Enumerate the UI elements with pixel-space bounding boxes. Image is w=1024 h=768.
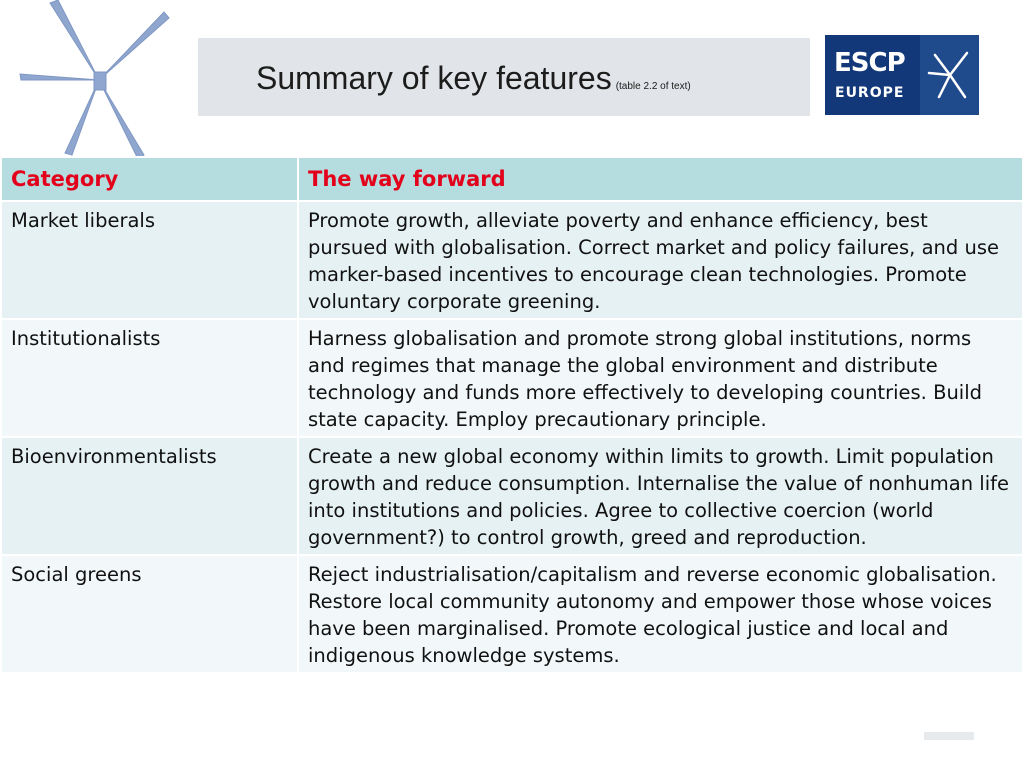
way-forward-cell: Harness globalisation and promote strong global institutions, norms and regimes that manage the global environment and distribute technology and funds more effectively to developing countries. Build state capacity. Employ precautionary principle. — [298, 319, 1023, 437]
features-table — [0, 156, 1024, 674]
slide-title — [256, 60, 691, 97]
logo-block — [825, 35, 920, 115]
table-row — [1, 555, 1023, 673]
star-logo-icon — [14, 0, 184, 160]
title-bar — [198, 38, 810, 116]
category-cell: Social greens — [1, 555, 298, 673]
logo-subword: EUROPE — [835, 85, 905, 101]
logo-star-icon — [925, 45, 975, 105]
way-forward-cell: Create a new global economy within limits to growth. Limit population growth and reduce consumption. Internalise the value of nonhuman life into institutions and policies. Agree to collective coercion (world government?) to control growth, greed and reproduction. — [298, 437, 1023, 555]
category-cell: Institutionalists — [1, 319, 298, 437]
slide-title-note: (table 2.2 of text) — [615, 81, 691, 92]
table-row — [1, 201, 1023, 319]
column-header-way-forward: The way forward — [298, 157, 1023, 201]
escp-europe-logo — [825, 35, 979, 115]
page-number-tab — [924, 732, 974, 740]
column-header-category: Category — [1, 157, 298, 201]
table-row — [1, 437, 1023, 555]
table-row — [1, 319, 1023, 437]
way-forward-cell: Reject industrialisation/capitalism and reverse economic globalisation. Restore local community autonomy and empower those whose voices have been marginalised. Promote ecological justice and local and indigenous knowledge systems. — [298, 555, 1023, 673]
table-header-row — [1, 157, 1023, 201]
way-forward-cell: Promote growth, alleviate poverty and enhance efficiency, best pursued with globalisation. Correct market and policy failures, and use marker-based incentives to encourage clean technologies. Promote voluntary corporate greening. — [298, 201, 1023, 319]
category-cell: Bioenvironmentalists — [1, 437, 298, 555]
category-cell: Market liberals — [1, 201, 298, 319]
logo-word: ESCP — [834, 48, 905, 78]
slide-title-text: Summary of key features — [256, 60, 612, 96]
